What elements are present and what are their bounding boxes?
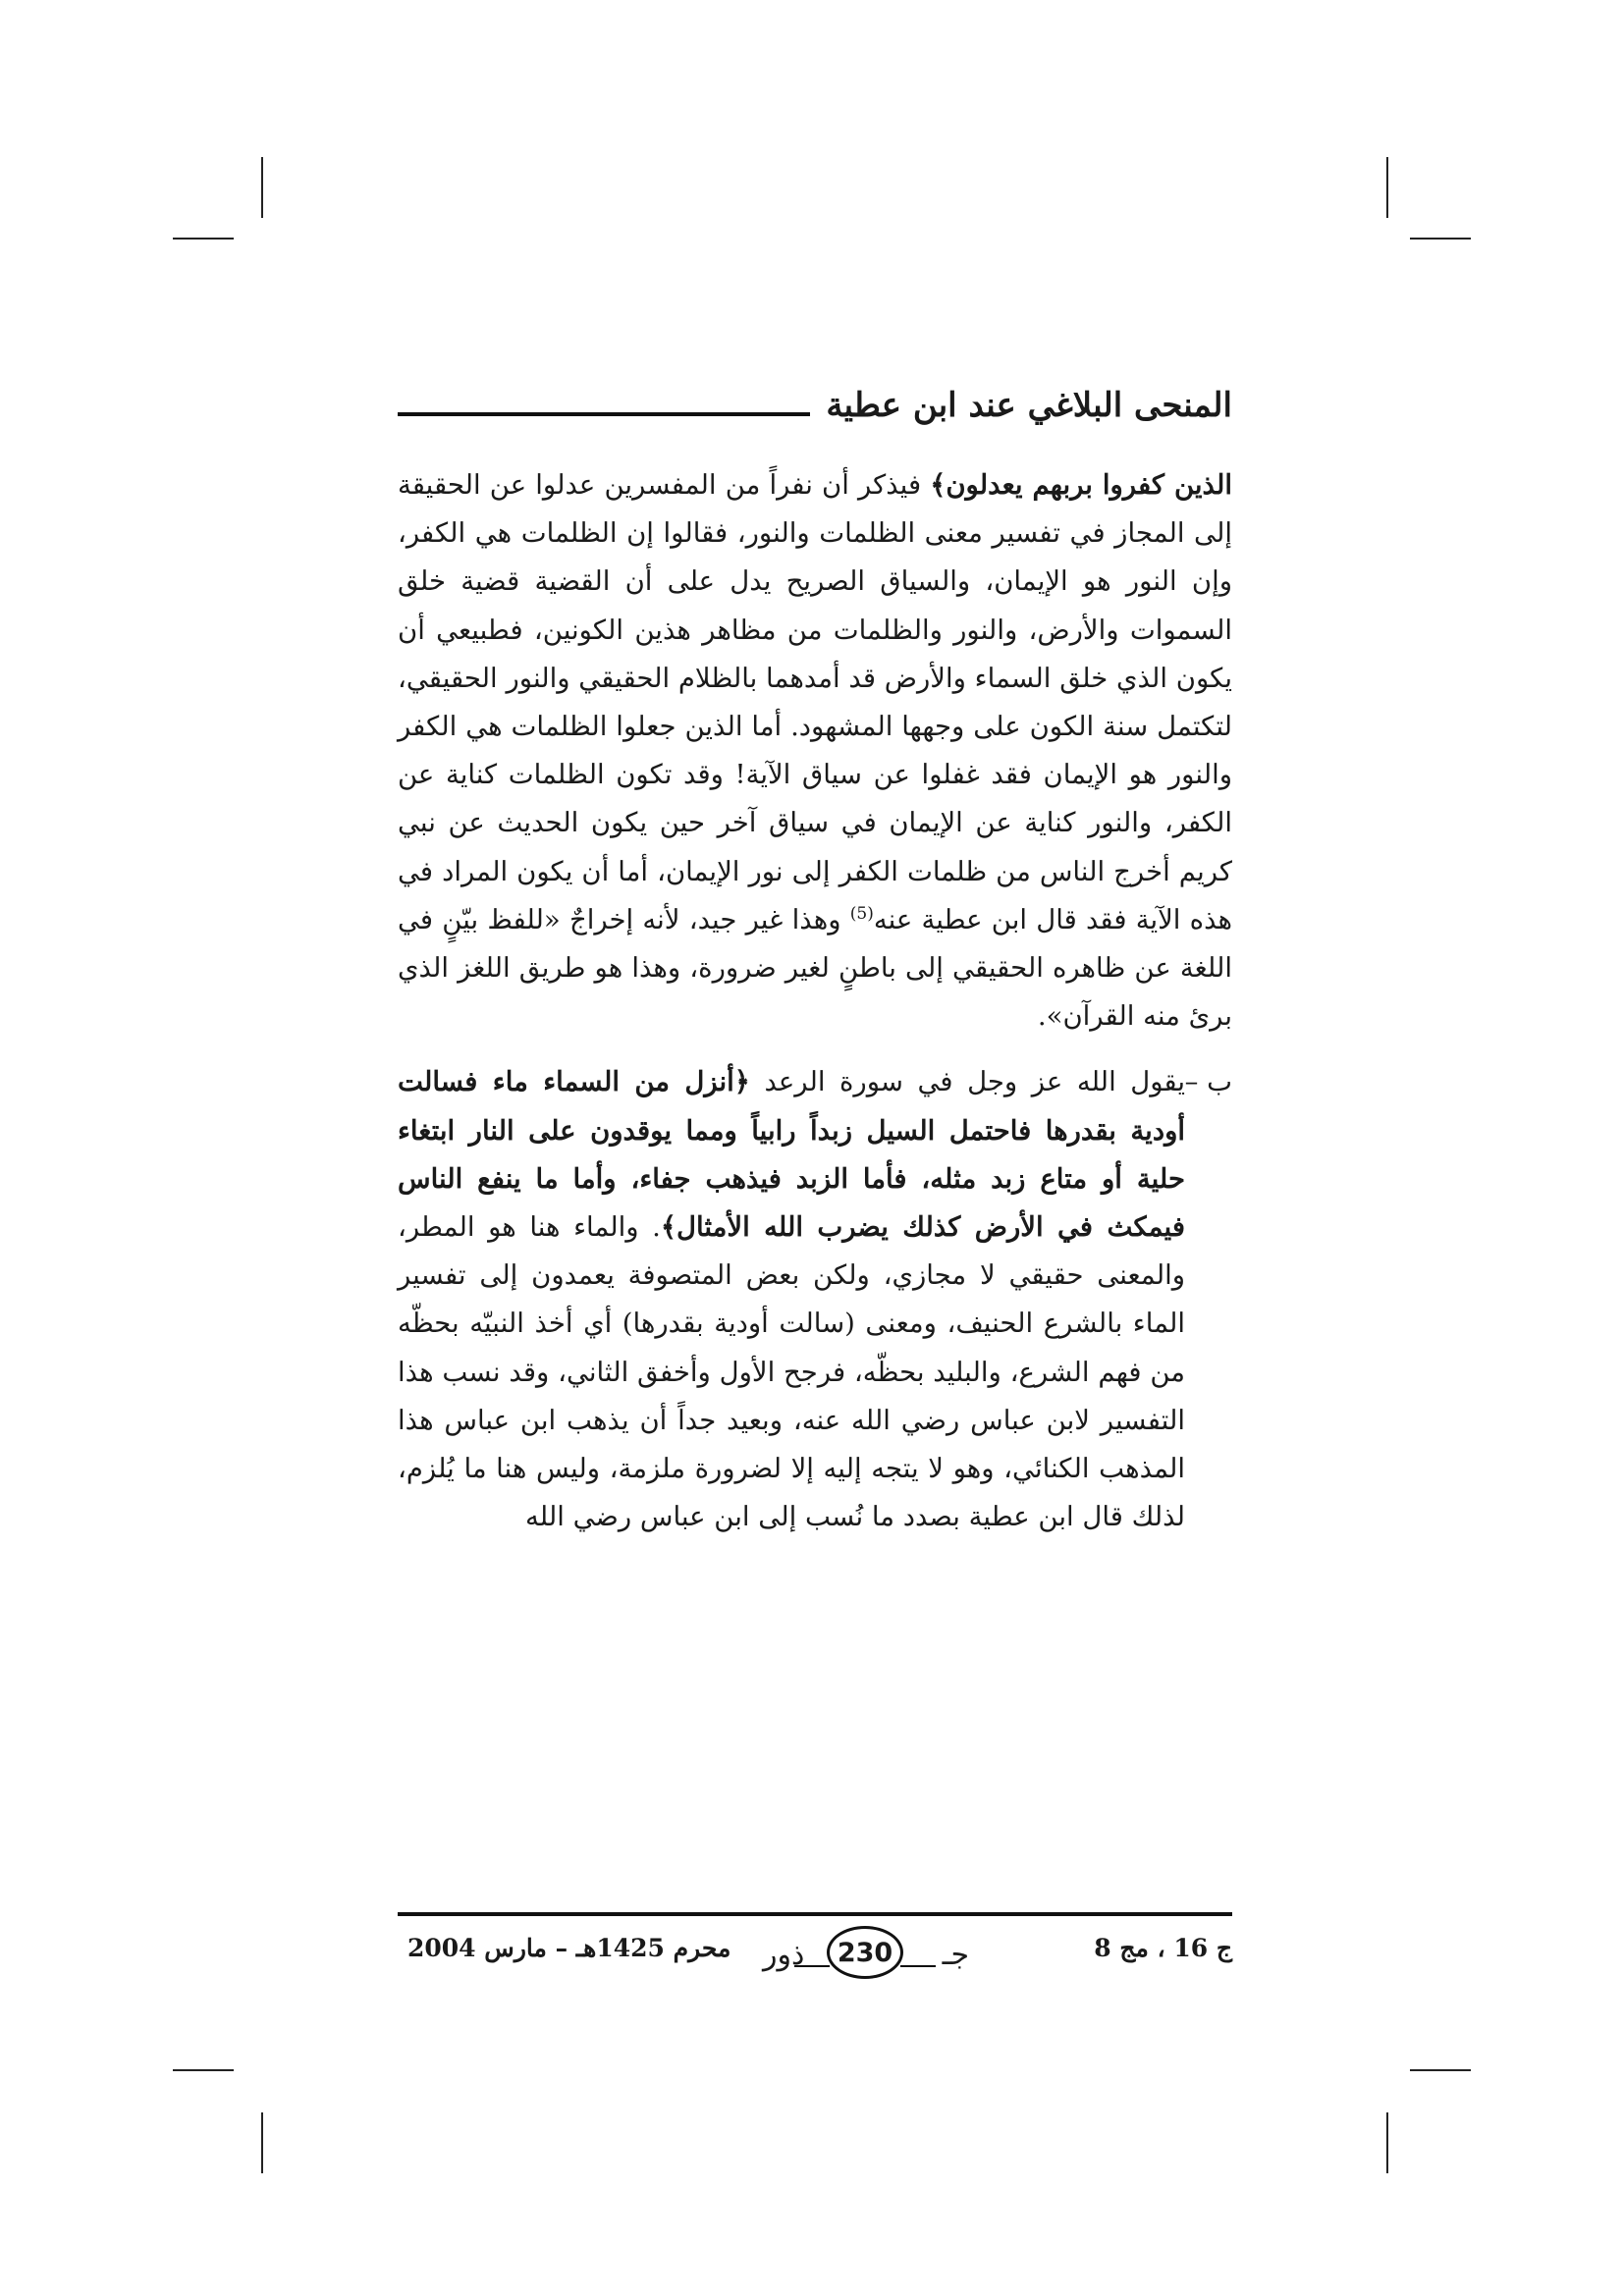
header-rule bbox=[398, 412, 810, 416]
paragraph-text: وهذا غير جيد، لأنه إخراجٌ «للفظ بيّنٍ في اللغة عن ظاهره الحقيقي إلى باطنٍ لغير ضرورة، وهذا هو طريق اللغز الذي برئ منه القرآن». bbox=[398, 903, 1232, 1033]
footnote-reference: (5) bbox=[849, 903, 874, 924]
page-number-text: 230 bbox=[837, 1937, 893, 1968]
issue-label: ج 16 ، مج 8 bbox=[1094, 1934, 1232, 1962]
page-number bbox=[827, 1926, 903, 1979]
footer-rule bbox=[398, 1912, 1232, 1916]
paragraph-text: يقول الله عز وجل في سورة الرعد bbox=[749, 1066, 1185, 1098]
paragraph-text: . والماء هنا هو المطر، والمعنى حقيقي لا مجازي، ولكن بعض المتصوفة يعمدون إلى تفسير الماء بالشرع الحنيف، ومعنى (سالت أودية بقدرها) أي أخذ النبيّه بحظّه من فهم الشرع، والبليد بحظّه، فرجح الأول وأخفق الثاني، وقد نسب هذا التفسير لابن عباس رضي الله عنه، وبعيد جداً أن يذهب ابن عباس هذا المذهب الكنائي، وهو لا يتجه إليه إلا لضرورة ملزمة، وليس هنا ما يُلزم، لذلك قال ابن عطية بصدد ما نُسب إلى ابن عباس رضي الله bbox=[398, 1211, 1185, 1533]
crop-mark bbox=[1386, 157, 1388, 218]
journal-name-prefix: جـ bbox=[942, 1938, 969, 1972]
journal-page-mark bbox=[751, 1922, 977, 1983]
header-title: المنحى البلاغي عند ابن عطية bbox=[826, 386, 1232, 425]
list-marker: ب – bbox=[1184, 1066, 1232, 1098]
crop-mark bbox=[173, 238, 234, 240]
quran-quote: الذين كفروا بربهم يعدلون﴾ bbox=[930, 469, 1232, 501]
quran-quote: ﴿أنزل من السماء ماء فسالت أودية بقدرها فاحتمل السيل زبداً رابياً ومما يوقدون على النار ابتغاء حلية أو متاع زبد مثله، فأما الزبد فيذهب جفاء، وأما ما ينفع الناس فيمكث في الأرض كذلك يضرب الله الأمثال﴾ bbox=[398, 1066, 1185, 1244]
crop-mark bbox=[1410, 2069, 1471, 2071]
journal-name-suffix: ذور bbox=[763, 1938, 805, 1972]
crop-mark bbox=[1410, 238, 1471, 240]
crop-mark bbox=[1386, 2112, 1388, 2173]
paragraph-b bbox=[398, 1058, 1232, 1541]
paragraph-text: فيذكر أن نفراً من المفسرين عدلوا عن الحقيقة إلى المجاز في تفسير معنى الظلمات والنور، فقالوا إن الظلمات هي الكفر، وإن النور هو الإيمان، والسياق الصريح يدل على أن القضية قضية خلق السموات والأرض، والنور والظلمات من مظاهر هذين الكونين، فطبيعي أن يكون الذي خلق السماء والأرض قد أمدهما بالظلام الحقيقي والنور الحقيقي، لتكتمل سنة الكون على وجهها المشهود. أما الذين جعلوا الظلمات هي الكفر والنور هو الإيمان فقد غفلوا عن سياق الآية! وقد تكون الظلمات كناية عن الكفر، والنور كناية عن الإيمان في سياق آخر حين يكون الحديث عن نبي كريم أخرج الناس من ظلمات الكفر إلى نور الإيمان، أما أن يكون المراد في هذه الآية فقد قال ابن عطية عنه bbox=[398, 469, 1233, 935]
running-header bbox=[398, 371, 1232, 430]
journal-name-stroke bbox=[900, 1965, 936, 1967]
crop-mark bbox=[173, 2069, 234, 2071]
crop-mark bbox=[261, 2112, 263, 2173]
paragraph-continuation bbox=[398, 461, 1232, 1041]
crop-mark bbox=[261, 157, 263, 218]
issue-date: محرم 1425هـ – مارس 2004 bbox=[407, 1934, 731, 1962]
page-footer bbox=[398, 1922, 1232, 1991]
page-body bbox=[398, 461, 1232, 1541]
